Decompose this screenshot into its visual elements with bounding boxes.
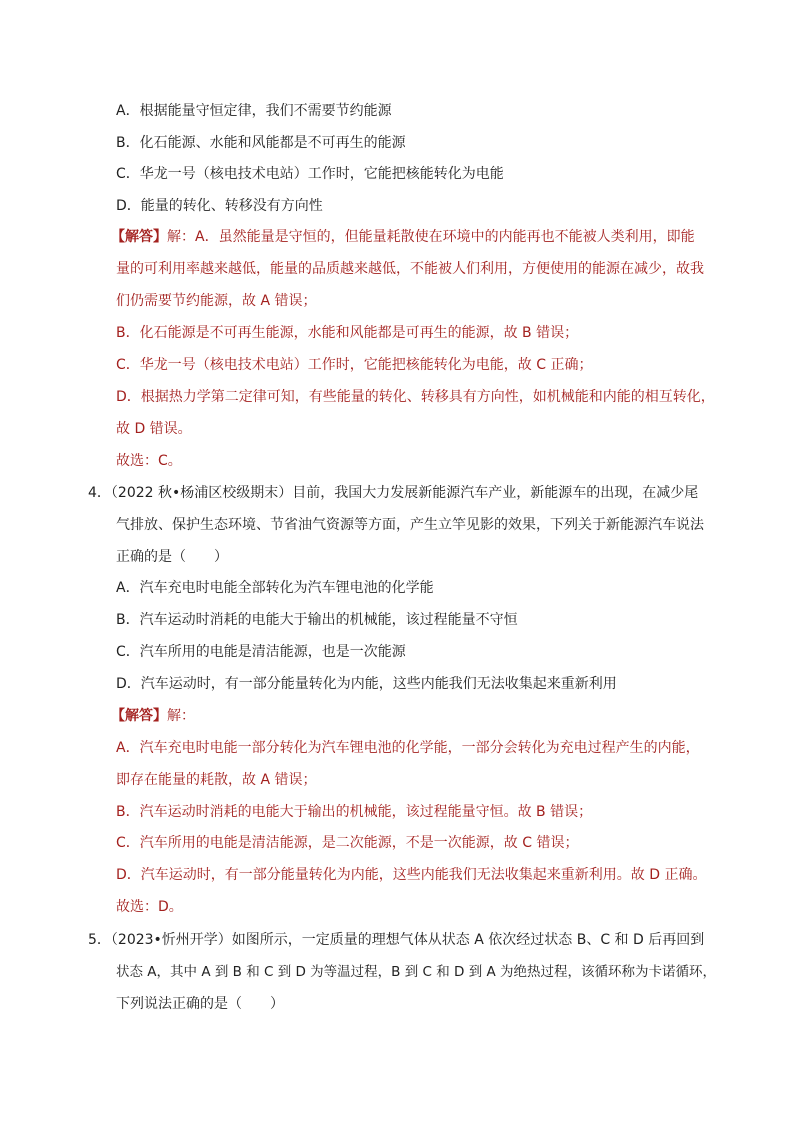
q3-choice: 故选：C。 bbox=[116, 453, 182, 469]
q4-stem-line-3: 正确的是（ ） bbox=[116, 549, 228, 565]
q4-stem-line-2: 气排放、保护生态环境、节省油气资源等方面，产生立竿见影的效果，下列关于新能源汽车说法 bbox=[116, 517, 704, 533]
q5-stem-line-1: 5．（2023•忻州开学）如图所示，一定质量的理想气体从状态 A 依次经过状态 B、C 和 D 后再回到 bbox=[88, 932, 705, 948]
q4-option-c: C．汽车所用的电能是清洁能源，也是一次能源 bbox=[116, 644, 406, 660]
q3-option-a: A．根据能量守恒定律，我们不需要节约能源 bbox=[116, 103, 392, 119]
q3-answer-line-1 bbox=[111, 227, 695, 247]
q3-option-d: D．能量的转化、转移没有方向性 bbox=[116, 198, 323, 214]
q4-answer-head: 解： bbox=[167, 708, 195, 724]
q3-option-b: B．化石能源、水能和风能都是不可再生的能源 bbox=[116, 135, 406, 151]
q4-answer-b: B．汽车运动时消耗的电能大于输出的机械能，该过程能量守恒。故 B 错误； bbox=[116, 804, 593, 820]
q4-answer-tag: 【解答】 bbox=[111, 708, 167, 724]
q3-answer-a-line-2: 量的可利用率越来越低，能量的品质越来越低，不能被人们利用，方便使用的能源在减少，故我 bbox=[116, 261, 704, 277]
q4-option-b: B．汽车运动时消耗的电能大于输出的机械能，该过程能量不守恒 bbox=[116, 612, 518, 628]
q4-option-d: D．汽车运动时，有一部分能量转化为内能，这些内能我们无法收集起来重新利用 bbox=[116, 676, 617, 692]
q4-answer-a-line-1: A．汽车充电时电能一部分转化为汽车锂电池的化学能，一部分会转化为充电过程产生的内能， bbox=[116, 740, 700, 756]
q3-answer-tag: 【解答】 bbox=[111, 229, 167, 245]
q3-answer-b: B．化石能源是不可再生能源，水能和风能都是可再生的能源，故 B 错误； bbox=[116, 325, 579, 341]
q4-answer-a-line-2: 即存在能量的耗散，故 A 错误； bbox=[116, 772, 317, 788]
q3-answer-c: C．华龙一号（核电技术电站）工作时，它能把核能转化为电能，故 C 正确； bbox=[116, 357, 593, 373]
q4-option-a: A．汽车充电时电能全部转化为汽车锂电池的化学能 bbox=[116, 580, 434, 596]
q3-answer-d-line-2: 故 D 错误。 bbox=[116, 421, 192, 437]
q4-answer-d: D．汽车运动时，有一部分能量转化为内能，这些内能我们无法收集起来重新利用。故 D 正确。 bbox=[116, 867, 707, 883]
q4-answer-c: C．汽车所用的电能是清洁能源，是二次能源，不是一次能源，故 C 错误； bbox=[116, 835, 579, 851]
q4-choice: 故选：D。 bbox=[116, 899, 183, 915]
q4-answer-line-1 bbox=[111, 706, 195, 726]
q3-answer-d-line-1: D．根据热力学第二定律可知，有些能量的转化、转移具有方向性，如机械能和内能的相互转化， bbox=[116, 389, 715, 405]
q3-option-c: C．华龙一号（核电技术电站）工作时，它能把核能转化为电能 bbox=[116, 166, 504, 182]
q3-answer-a-line-1: 解：A．虽然能量是守恒的，但能量耗散使在环境中的内能再也不能被人类利用，即能 bbox=[167, 229, 695, 245]
q5-stem-line-2: 状态 A，其中 A 到 B 和 C 到 D 为等温过程，B 到 C 和 D 到 A 为绝热过程，该循环称为卡诺循环， bbox=[116, 964, 717, 980]
q3-answer-a-line-3: 们仍需要节约能源，故 A 错误； bbox=[116, 293, 317, 309]
q4-stem-line-1: 4．（2022 秋•杨浦区校级期末）目前，我国大力发展新能源汽车产业，新能源车的出现，在减少尾 bbox=[88, 485, 699, 501]
q5-stem-line-3: 下列说法正确的是（ ） bbox=[116, 996, 284, 1012]
